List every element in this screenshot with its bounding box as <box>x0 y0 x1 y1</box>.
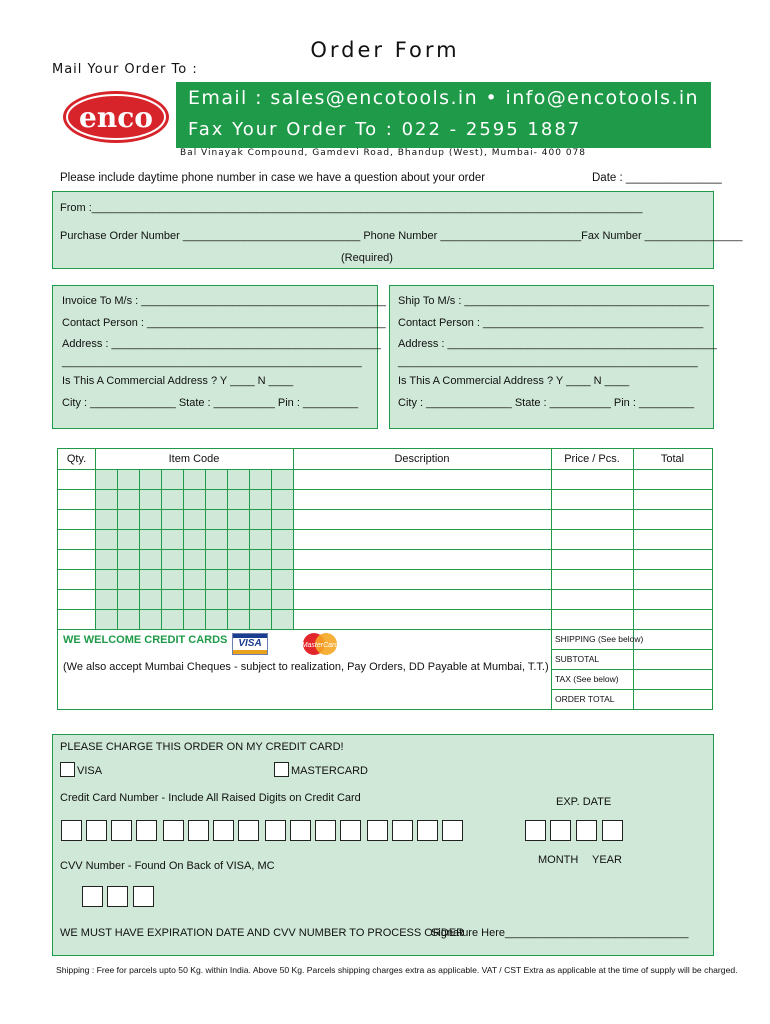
invoice-commercial-field[interactable]: Is This A Commercial Address ? Y ____ N ____ <box>62 375 294 387</box>
fax-line: Fax Your Order To : 022 - 2595 1887 <box>188 119 582 140</box>
order-total-label: ORDER TOTAL <box>555 694 615 704</box>
subtotal-label: SUBTOTAL <box>555 654 600 664</box>
card-digit-box[interactable] <box>213 820 234 841</box>
enco-logo <box>62 90 170 144</box>
card-digit-box[interactable] <box>392 820 413 841</box>
card-digit-box[interactable] <box>188 820 209 841</box>
card-digit-box[interactable] <box>136 820 157 841</box>
ship-contact-field[interactable]: Contact Person : ____________________________________ <box>398 317 704 329</box>
company-address: Bal Vinayak Compound, Gamdevi Road, Bhandup (West), Mumbai- 400 078 <box>180 148 587 158</box>
payment-note: (We also accept Mumbai Cheques - subject to realization, Pay Orders, DD Payable at Mumbai, T.T.) <box>63 661 549 673</box>
exp-month-box[interactable] <box>525 820 546 841</box>
mail-label: Mail Your Order To : <box>52 62 198 77</box>
card-digit-box[interactable] <box>86 820 107 841</box>
from-section <box>52 191 743 269</box>
mastercard-checkbox[interactable] <box>274 762 289 777</box>
invoice-city-field[interactable]: City : ______________ State : __________ Pin : _________ <box>62 397 359 409</box>
svg-text:MasterCard: MasterCard <box>301 642 339 649</box>
cvv-digit-box[interactable] <box>133 886 154 907</box>
card-digit-box[interactable] <box>111 820 132 841</box>
card-digit-box[interactable] <box>61 820 82 841</box>
card-digit-box[interactable] <box>163 820 184 841</box>
logo-text: enco <box>79 101 153 134</box>
ship-commercial-field[interactable]: Is This A Commercial Address ? Y ____ N ____ <box>398 375 630 387</box>
visa-label: VISA <box>77 765 103 777</box>
po-phone-fax-field[interactable]: Purchase Order Number _____________________________ Phone Number _______________________Fax Number ________________ <box>60 230 743 242</box>
card-number-label: Credit Card Number - Include All Raised Digits on Credit Card <box>60 792 361 804</box>
notice-text: Please include daytime phone number in case we have a question about your order <box>60 172 486 184</box>
year-label: YEAR <box>592 854 622 866</box>
shipping-label: SHIPPING (See below) <box>555 634 644 644</box>
from-field[interactable]: From :__________________________________________________________________________________________ <box>60 202 643 214</box>
ship-to-field[interactable]: Ship To M/s : ________________________________________ <box>398 295 710 307</box>
ship-address-line2[interactable]: _________________________________________________ <box>398 356 698 368</box>
qty-header: Qty. <box>66 453 87 465</box>
credit-card-section <box>52 734 714 956</box>
month-label: MONTH <box>538 854 579 866</box>
signature-field[interactable]: Signature Here______________________________ <box>431 927 689 939</box>
tax-label: TAX (See below) <box>555 674 619 684</box>
email-line: Email : sales@encotools.in • info@encotools.in <box>188 87 700 109</box>
exp-month-box[interactable] <box>550 820 571 841</box>
card-digit-box[interactable] <box>238 820 259 841</box>
ship-city-field[interactable]: City : ______________ State : __________ Pin : _________ <box>398 397 695 409</box>
invoice-section <box>52 285 386 429</box>
invoice-contact-field[interactable]: Contact Person : _______________________________________ <box>62 317 386 329</box>
exp-year-box[interactable] <box>576 820 597 841</box>
cvv-digit-box[interactable] <box>107 886 128 907</box>
items-table <box>57 448 713 710</box>
cvv-label: CVV Number - Found On Back of VISA, MC <box>60 860 275 872</box>
card-digit-box[interactable] <box>340 820 361 841</box>
shipping-footer-note: Shipping : Free for parcels upto 50 Kg. within India. Above 50 Kg. Parcels shipping charges extra as applicable. VAT / CST Extra as applicable at the time of supply will be charged. <box>56 965 738 975</box>
card-digit-box[interactable] <box>265 820 286 841</box>
exp-date-label: EXP. DATE <box>556 796 612 808</box>
contact-banner <box>176 82 711 148</box>
date-field[interactable]: Date : _______________ <box>592 172 722 184</box>
visa-logo: VISA <box>232 633 268 655</box>
credit-heading: PLEASE CHARGE THIS ORDER ON MY CREDIT CARD! <box>60 741 344 753</box>
mastercard-label: MASTERCARD <box>291 765 369 777</box>
invoice-address-field[interactable]: Address : ____________________________________________ <box>62 338 381 350</box>
card-digit-box[interactable] <box>315 820 336 841</box>
item-code-header: Item Code <box>168 453 220 465</box>
card-digit-box[interactable] <box>442 820 463 841</box>
invoice-address-line2[interactable]: _________________________________________________ <box>62 356 362 368</box>
welcome-credit-cards: WE WELCOME CREDIT CARDS <box>63 634 228 646</box>
invoice-to-field[interactable]: Invoice To M/s : ________________________________________ <box>62 295 386 307</box>
card-digit-box[interactable] <box>417 820 438 841</box>
required-label: (Required) <box>341 252 393 264</box>
page-title: Order Form <box>310 38 460 62</box>
price-header: Price / Pcs. <box>564 453 620 465</box>
description-header: Description <box>394 453 450 465</box>
ship-section <box>389 285 717 429</box>
exp-year-box[interactable] <box>602 820 623 841</box>
ship-address-field[interactable]: Address : ____________________________________________ <box>398 338 717 350</box>
card-digit-box[interactable] <box>367 820 388 841</box>
cvv-digit-box[interactable] <box>82 886 103 907</box>
card-digit-box[interactable] <box>290 820 311 841</box>
mastercard-logo <box>299 632 341 656</box>
total-header: Total <box>660 453 685 465</box>
must-have-note: WE MUST HAVE EXPIRATION DATE AND CVV NUMBER TO PROCESS ORDER <box>60 927 465 939</box>
visa-checkbox[interactable] <box>60 762 75 777</box>
